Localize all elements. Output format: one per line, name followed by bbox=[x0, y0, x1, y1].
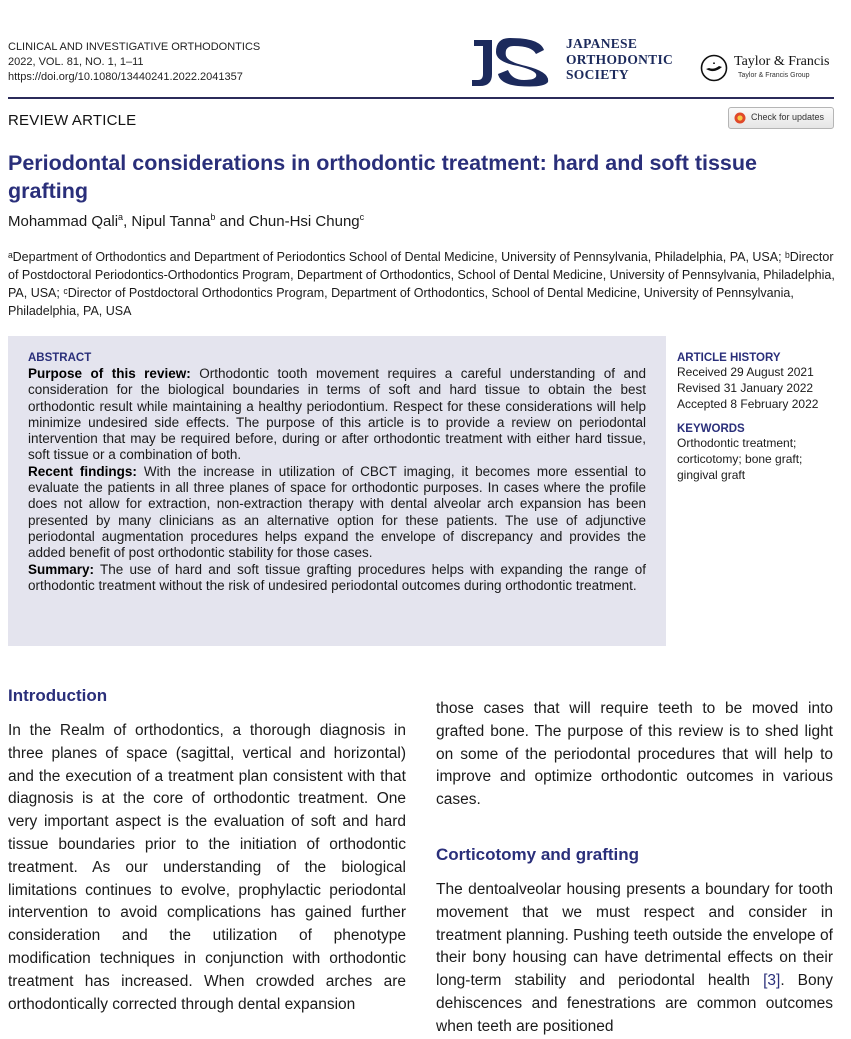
article-title: Periodontal considerations in orthodontic treatment: hard and soft tissue grafting bbox=[8, 151, 757, 203]
society-line-3: SOCIETY bbox=[566, 67, 629, 82]
publisher-group: Taylor & Francis Group bbox=[738, 72, 810, 79]
article-sidebar bbox=[677, 352, 837, 483]
introduction-continued-text: those cases that will require teeth to be moved into grafted bone. The purpose of this review is to shed light on some of the periodontal procedures that will help to improve and optimize orthodontic outcomes in various cases. bbox=[436, 700, 833, 809]
check-updates-icon bbox=[734, 112, 746, 124]
author-affil-mark: c bbox=[359, 212, 365, 222]
keywords-text: Orthodontic treatment; corticotomy; bone graft; gingival graft bbox=[677, 436, 803, 482]
keywords-heading: KEYWORDS bbox=[677, 423, 745, 435]
jos-logo-icon bbox=[470, 36, 558, 88]
affiliations bbox=[8, 248, 836, 320]
journal-volume: 2022, VOL. 81, NO. 1, 1–11 bbox=[8, 56, 144, 68]
corticotomy-text-after: . Bony dehiscences and fenestrations are common outcomes when teeth are positioned bbox=[436, 972, 833, 1035]
abstract-summary-text: The use of hard and soft tissue grafting procedures helps with expanding the range of orthodontic treatment without the risk of undesired periodontal outcomes during orthodontic treatment. bbox=[28, 561, 646, 593]
abstract-purpose-label: Purpose of this review: bbox=[28, 366, 191, 381]
author-separator: , bbox=[123, 213, 132, 230]
abstract-heading: ABSTRACT bbox=[28, 352, 92, 364]
publisher-name: Taylor & Francis bbox=[734, 54, 830, 69]
society-line-2: ORTHODONTIC bbox=[566, 51, 674, 67]
author-name[interactable]: Mohammad Qali bbox=[8, 213, 119, 230]
author-separator: and bbox=[215, 213, 249, 230]
introduction-continued-column bbox=[436, 698, 833, 812]
article-type: REVIEW ARTICLE bbox=[8, 112, 137, 129]
header-rule bbox=[8, 97, 834, 99]
author-name[interactable]: Nipul Tanna bbox=[131, 213, 211, 230]
history-received: Received 29 August 2021 bbox=[677, 365, 814, 379]
corticotomy-column bbox=[436, 879, 833, 1039]
introduction-column bbox=[8, 720, 406, 1016]
author-name[interactable]: Chun-Hsi Chung bbox=[248, 213, 360, 230]
taylor-francis-lamp-icon bbox=[700, 54, 728, 82]
check-updates-label: Check for updates bbox=[751, 112, 825, 122]
abstract-findings-text: With the increase in utilization of CBCT imaging, it becomes more essential to evaluate the patients in all three planes of space for orthodontic purposes. In cases where the profile does not allow for extraction, non-extraction therapy with dental alveolar arch expansion has been presented by many clinicians as an alternative option for these patients. The use of adjunctive periodontal augmentation procedures helps expand the envelope of discrepancy and provides the added benefit of post orthodontic stability for those cases. bbox=[28, 463, 646, 561]
author-affil-mark: a bbox=[118, 212, 124, 222]
society-name bbox=[566, 36, 673, 83]
abstract-findings bbox=[28, 464, 646, 562]
abstract-summary bbox=[28, 562, 646, 595]
journal-doi[interactable]: https://doi.org/10.1080/13440241.2022.2041357 bbox=[8, 71, 243, 83]
society-line-1: JAPANESE bbox=[566, 36, 638, 51]
abstract-purpose bbox=[28, 366, 646, 464]
journal-name: CLINICAL AND INVESTIGATIVE ORTHODONTICS bbox=[8, 41, 261, 53]
author-affil-mark: b bbox=[210, 212, 216, 222]
abstract-box bbox=[8, 336, 666, 646]
history-accepted: Accepted 8 February 2022 bbox=[677, 397, 819, 411]
introduction-text: In the Realm of orthodontics, a thorough diagnosis in three planes of space (sagittal, vertical and horizontal) and the execution of a treatment plan consistent with that diagnosis is at the core of orthodontic treatment. One very important aspect is the evaluation of soft and hard tissue boundaries prior to the initiation of orthodontic treatment. As our understanding of the biological limitations continues to evolve, prophylactic periodontal intervention to avoid complications has gained further consideration and the utilization of phenotype modification techniques in conjunction with orthodontic treatment has increased. When crowded arches are orthodontically corrected through dental expansion bbox=[8, 722, 406, 1013]
corticotomy-heading: Corticotomy and grafting bbox=[436, 845, 640, 864]
corticotomy-text-before: The dentoalveolar housing presents a boundary for tooth movement that we must respect and consider in treatment planning. Pushing teeth outside the envelope of their bony housing can have detrimental effects on their long-term stability and periodontal health bbox=[436, 881, 833, 990]
abstract-findings-label: Recent findings: bbox=[28, 463, 137, 479]
reference-link[interactable]: [3] bbox=[763, 972, 781, 990]
author-list bbox=[8, 212, 364, 230]
abstract-purpose-text: Orthodontic tooth movement requires a careful understanding of and consideration for the biological boundaries in terms of soft and hard tissue to obtain the best orthodontic result while maintaining a healthy periodontium. Respect for these considerations will help minimize undesired side effects. The purpose of this article is to provide a review on periodontal intervention that may be required before, during or after orthodontic treatment with either hard tissue, soft tissue or a combination of both. bbox=[28, 366, 646, 463]
affiliations-text: ᵃDepartment of Orthodontics and Department of Periodontics School of Dental Medicine, University of Pennsylvania, Philadelphia, PA, USA; ᵇDirector of Postdoctoral Periodontics-Orthodontics Program, Department of Orthodontics, School of Dental Medicine, University of Pennsylvania, Philadelphia, PA, USA; ᶜDirector of Postdoctoral Orthodontics Program, Department of Orthodontics, School of Dental Medicine, University of Pennsylvania, Philadelphia, PA, USA bbox=[8, 250, 835, 318]
abstract-summary-label: Summary: bbox=[28, 561, 95, 577]
journal-info bbox=[8, 40, 260, 85]
corticotomy-text bbox=[436, 879, 833, 1039]
introduction-heading: Introduction bbox=[8, 686, 108, 705]
history-revised: Revised 31 January 2022 bbox=[677, 381, 814, 395]
check-updates-button[interactable] bbox=[728, 107, 834, 129]
history-heading: ARTICLE HISTORY bbox=[677, 352, 781, 364]
